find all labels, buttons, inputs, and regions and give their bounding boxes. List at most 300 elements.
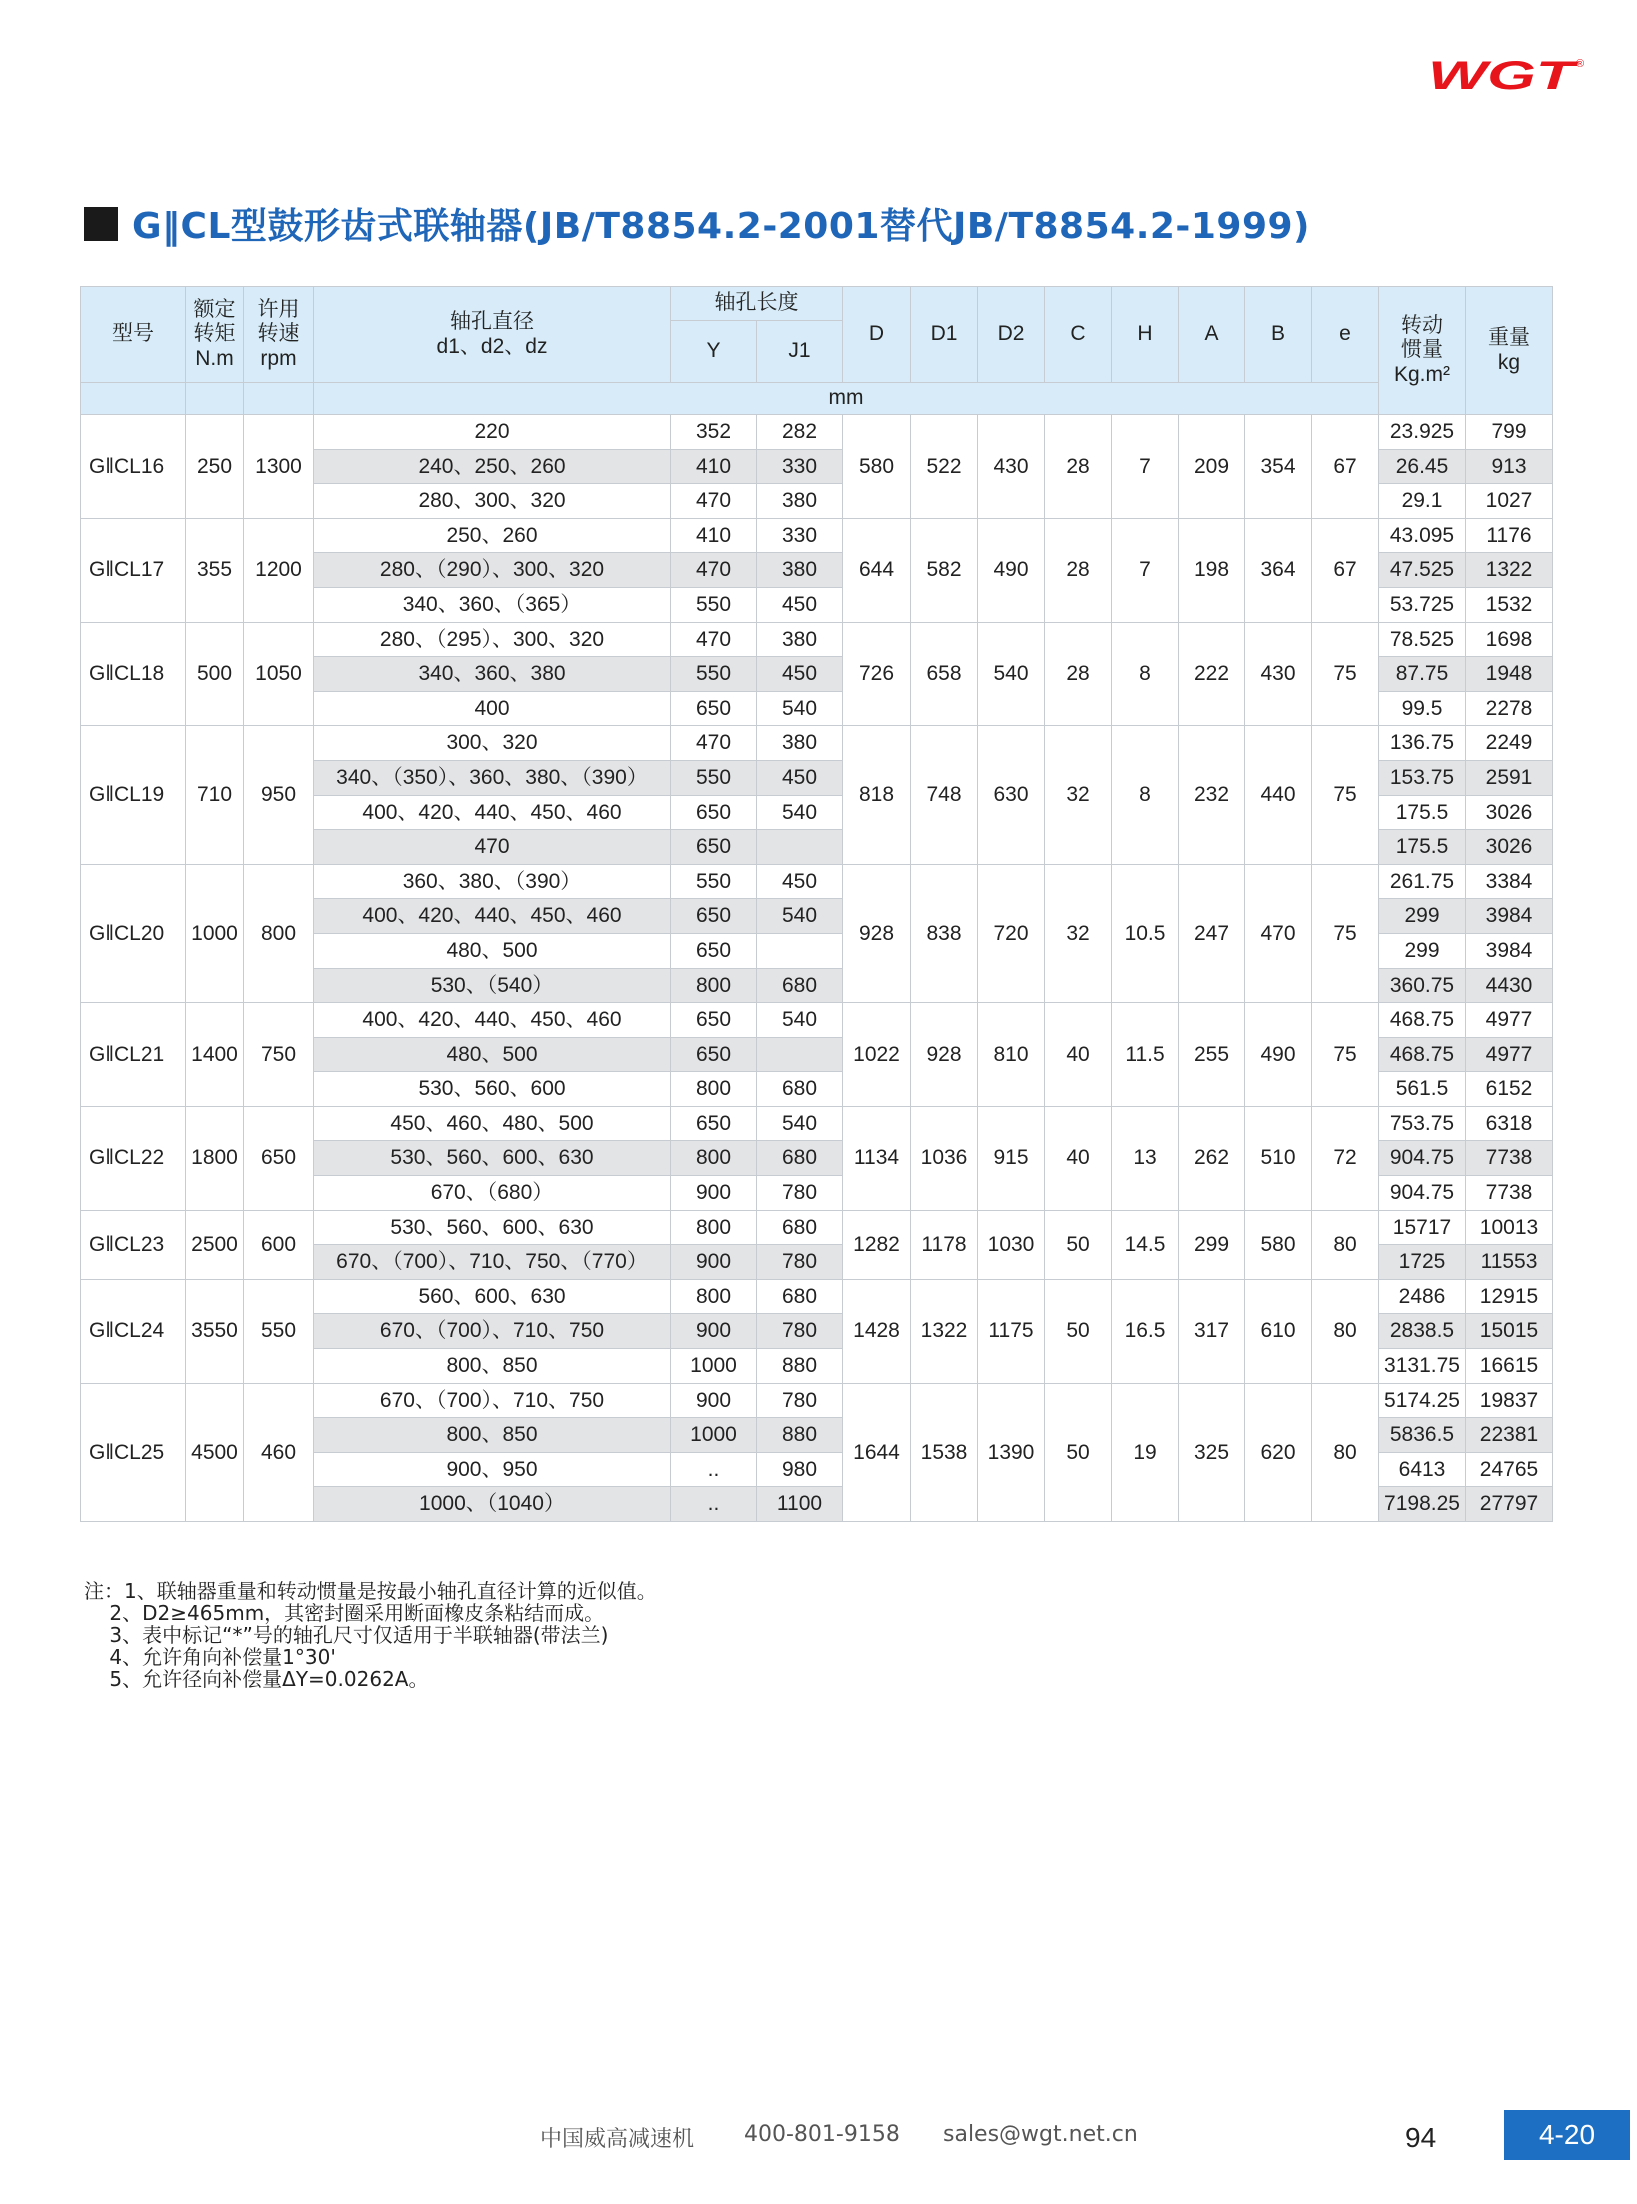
inertia-cell: 468.75 — [1379, 1037, 1466, 1072]
dim-a-cell: 222 — [1179, 622, 1245, 726]
dim-b-cell: 490 — [1245, 1003, 1312, 1107]
bore-cell: 1000、（1040） — [314, 1487, 671, 1522]
notes — [84, 1580, 657, 1690]
torque-cell: 4500 — [186, 1383, 244, 1521]
dim-c-cell: 32 — [1045, 726, 1112, 864]
bore-cell: 530、560、600、630 — [314, 1141, 671, 1176]
inertia-cell: 175.5 — [1379, 795, 1466, 830]
dim-h-cell: 16.5 — [1112, 1279, 1179, 1383]
bore-cell: 220 — [314, 415, 671, 450]
weight-cell: 2278 — [1466, 691, 1553, 726]
bore-cell: 250、260 — [314, 518, 671, 553]
inertia-cell: 360.75 — [1379, 968, 1466, 1003]
weight-cell: 12915 — [1466, 1279, 1553, 1314]
dim-d2-cell: 540 — [978, 622, 1045, 726]
inertia-cell: 904.75 — [1379, 1176, 1466, 1211]
dim-c-cell: 28 — [1045, 622, 1112, 726]
dim-e-cell: 67 — [1312, 518, 1379, 622]
header-unit-mm: mm — [314, 383, 1379, 415]
dim-c-cell: 50 — [1045, 1210, 1112, 1279]
dim-d-cell: 818 — [843, 726, 911, 864]
inertia-cell: 23.925 — [1379, 415, 1466, 450]
model-cell: G‖CL20 — [81, 864, 186, 1002]
model-cell: G‖CL22 — [81, 1106, 186, 1210]
weight-cell: 1176 — [1466, 518, 1553, 553]
note-line: 2、D2≥465mm，其密封圈采用断面橡皮条粘结而成。 — [84, 1601, 605, 1625]
inertia-cell: 53.725 — [1379, 587, 1466, 622]
speed-cell: 1300 — [244, 415, 314, 519]
dim-e-cell: 72 — [1312, 1106, 1379, 1210]
dim-d1-cell: 748 — [911, 726, 978, 864]
footer-phone: 400-801-9158 — [744, 2122, 900, 2147]
dim-h-cell: 14.5 — [1112, 1210, 1179, 1279]
j1-cell: 680 — [757, 968, 843, 1003]
j1-cell: 680 — [757, 1210, 843, 1245]
dim-b-cell: 440 — [1245, 726, 1312, 864]
j1-cell: 282 — [757, 415, 843, 450]
dim-a-cell: 232 — [1179, 726, 1245, 864]
note-line: 注：1、联轴器重量和转动惯量是按最小轴孔直径计算的近似值。 — [84, 1579, 657, 1603]
header-B: B — [1245, 287, 1312, 383]
dim-h-cell: 10.5 — [1112, 864, 1179, 1002]
dim-a-cell: 255 — [1179, 1003, 1245, 1107]
dim-d1-cell: 1036 — [911, 1106, 978, 1210]
title-text: G‖CL型鼓形齿式联轴器(JB/T8854.2-2001替代JB/T8854.2-1999) — [132, 206, 1311, 247]
speed-cell: 550 — [244, 1279, 314, 1383]
table-row — [81, 1003, 1553, 1038]
note-line: 4、允许角向补偿量1°30' — [84, 1645, 336, 1669]
inertia-cell: 2486 — [1379, 1279, 1466, 1314]
bore-cell: 360、380、（390） — [314, 864, 671, 899]
header-C: C — [1045, 287, 1112, 383]
table-row — [81, 1106, 1553, 1141]
weight-cell: 4977 — [1466, 1037, 1553, 1072]
y-cell: 800 — [671, 1210, 757, 1245]
torque-cell: 1800 — [186, 1106, 244, 1210]
model-cell: G‖CL21 — [81, 1003, 186, 1107]
dim-c-cell: 32 — [1045, 864, 1112, 1002]
y-cell: 800 — [671, 1279, 757, 1314]
weight-cell: 1698 — [1466, 622, 1553, 657]
bore-cell: 670、（700）、710、750 — [314, 1314, 671, 1349]
weight-cell: 15015 — [1466, 1314, 1553, 1349]
dim-b-cell: 470 — [1245, 864, 1312, 1002]
dim-a-cell: 262 — [1179, 1106, 1245, 1210]
dim-e-cell: 75 — [1312, 622, 1379, 726]
y-cell: 550 — [671, 657, 757, 692]
y-cell: 470 — [671, 484, 757, 519]
header-D: D — [843, 287, 911, 383]
dim-a-cell: 247 — [1179, 864, 1245, 1002]
bore-cell: 400、420、440、450、460 — [314, 899, 671, 934]
dim-d1-cell: 582 — [911, 518, 978, 622]
j1-cell: 330 — [757, 518, 843, 553]
header-e: e — [1312, 287, 1379, 383]
j1-cell — [757, 933, 843, 968]
j1-cell — [757, 1037, 843, 1072]
inertia-cell: 561.5 — [1379, 1072, 1466, 1107]
dim-c-cell: 50 — [1045, 1279, 1112, 1383]
weight-cell: 913 — [1466, 449, 1553, 484]
dim-d1-cell: 928 — [911, 1003, 978, 1107]
page-title — [84, 198, 1310, 249]
bore-cell: 900、950 — [314, 1452, 671, 1487]
header-model: 型号 — [81, 287, 186, 383]
bore-cell: 480、500 — [314, 1037, 671, 1072]
j1-cell — [757, 830, 843, 865]
inertia-cell: 7198.25 — [1379, 1487, 1466, 1522]
table-row — [81, 1383, 1553, 1418]
weight-cell: 7738 — [1466, 1141, 1553, 1176]
dim-d2-cell: 1175 — [978, 1279, 1045, 1383]
dim-h-cell: 13 — [1112, 1106, 1179, 1210]
inertia-cell: 29.1 — [1379, 484, 1466, 519]
weight-cell: 22381 — [1466, 1418, 1553, 1453]
inertia-cell: 904.75 — [1379, 1141, 1466, 1176]
dim-c-cell: 40 — [1045, 1003, 1112, 1107]
header-inertia: 转动 惯量 Kg.m² — [1379, 287, 1466, 415]
dim-h-cell: 11.5 — [1112, 1003, 1179, 1107]
weight-cell: 2591 — [1466, 760, 1553, 795]
dim-c-cell: 28 — [1045, 415, 1112, 519]
speed-cell: 600 — [244, 1210, 314, 1279]
j1-cell: 780 — [757, 1314, 843, 1349]
dim-h-cell: 8 — [1112, 726, 1179, 864]
header-bore: 轴孔直径 d1、d2、dz — [314, 287, 671, 383]
torque-cell: 1000 — [186, 864, 244, 1002]
bore-cell: 670、（680） — [314, 1176, 671, 1211]
dim-d2-cell: 1390 — [978, 1383, 1045, 1521]
weight-cell: 19837 — [1466, 1383, 1553, 1418]
logo-text: WGT — [1428, 55, 1580, 95]
bore-cell: 480、500 — [314, 933, 671, 968]
dim-c-cell: 40 — [1045, 1106, 1112, 1210]
dim-d2-cell: 810 — [978, 1003, 1045, 1107]
dim-d-cell: 1282 — [843, 1210, 911, 1279]
page-number: 94 — [1405, 2122, 1437, 2153]
bore-cell: 280、（295）、300、320 — [314, 622, 671, 657]
dim-e-cell: 80 — [1312, 1279, 1379, 1383]
table-body — [81, 415, 1553, 1522]
y-cell: 800 — [671, 1141, 757, 1176]
dim-h-cell: 19 — [1112, 1383, 1179, 1521]
header-blank — [244, 383, 314, 415]
bore-cell: 530、（540） — [314, 968, 671, 1003]
inertia-cell: 468.75 — [1379, 1003, 1466, 1038]
j1-cell: 880 — [757, 1418, 843, 1453]
model-cell: G‖CL23 — [81, 1210, 186, 1279]
dim-d1-cell: 1538 — [911, 1383, 978, 1521]
bore-cell: 450、460、480、500 — [314, 1106, 671, 1141]
j1-cell: 680 — [757, 1141, 843, 1176]
coupling-spec-table — [80, 286, 1553, 1522]
bore-cell: 340、360、380 — [314, 657, 671, 692]
dim-d2-cell: 430 — [978, 415, 1045, 519]
dim-d2-cell: 1030 — [978, 1210, 1045, 1279]
bore-cell: 300、320 — [314, 726, 671, 761]
y-cell: 900 — [671, 1383, 757, 1418]
model-cell: G‖CL17 — [81, 518, 186, 622]
bore-cell: 240、250、260 — [314, 449, 671, 484]
y-cell: 650 — [671, 691, 757, 726]
y-cell: 550 — [671, 587, 757, 622]
y-cell: 1000 — [671, 1418, 757, 1453]
weight-cell: 1948 — [1466, 657, 1553, 692]
weight-cell: 7738 — [1466, 1176, 1553, 1211]
model-cell: G‖CL19 — [81, 726, 186, 864]
speed-cell: 460 — [244, 1383, 314, 1521]
table-row — [81, 1210, 1553, 1245]
inertia-cell: 753.75 — [1379, 1106, 1466, 1141]
inertia-cell: 78.525 — [1379, 622, 1466, 657]
y-cell: 650 — [671, 933, 757, 968]
inertia-cell: 15717 — [1379, 1210, 1466, 1245]
weight-cell: 11553 — [1466, 1245, 1553, 1280]
y-cell: 410 — [671, 518, 757, 553]
dim-b-cell: 620 — [1245, 1383, 1312, 1521]
y-cell: 900 — [671, 1176, 757, 1211]
dim-d-cell: 580 — [843, 415, 911, 519]
weight-cell: 2249 — [1466, 726, 1553, 761]
j1-cell: 540 — [757, 1003, 843, 1038]
weight-cell: 3984 — [1466, 899, 1553, 934]
torque-cell: 710 — [186, 726, 244, 864]
table-row — [81, 864, 1553, 899]
inertia-cell: 5174.25 — [1379, 1383, 1466, 1418]
j1-cell: 450 — [757, 657, 843, 692]
weight-cell: 4430 — [1466, 968, 1553, 1003]
torque-cell: 3550 — [186, 1279, 244, 1383]
j1-cell: 880 — [757, 1349, 843, 1384]
weight-cell: 1322 — [1466, 553, 1553, 588]
model-cell: G‖CL25 — [81, 1383, 186, 1521]
dim-d1-cell: 838 — [911, 864, 978, 1002]
bore-cell: 800、850 — [314, 1349, 671, 1384]
dim-d-cell: 1428 — [843, 1279, 911, 1383]
dim-b-cell: 430 — [1245, 622, 1312, 726]
torque-cell: 1400 — [186, 1003, 244, 1107]
j1-cell: 540 — [757, 691, 843, 726]
j1-cell: 450 — [757, 760, 843, 795]
dim-e-cell: 80 — [1312, 1210, 1379, 1279]
y-cell: 550 — [671, 864, 757, 899]
inertia-cell: 87.75 — [1379, 657, 1466, 692]
table-row — [81, 726, 1553, 761]
dim-b-cell: 364 — [1245, 518, 1312, 622]
bore-cell: 670、（700）、710、750、（770） — [314, 1245, 671, 1280]
dim-d1-cell: 522 — [911, 415, 978, 519]
dim-d1-cell: 1322 — [911, 1279, 978, 1383]
dim-h-cell: 7 — [1112, 518, 1179, 622]
y-cell: 470 — [671, 726, 757, 761]
header-torque: 额定 转矩 N.m — [186, 287, 244, 383]
weight-cell: 10013 — [1466, 1210, 1553, 1245]
weight-cell: 3984 — [1466, 933, 1553, 968]
dim-d-cell: 726 — [843, 622, 911, 726]
note-line: 3、表中标记“*”号的轴孔尺寸仅适用于半联轴器(带法兰) — [84, 1623, 609, 1647]
bore-cell: 400、420、440、450、460 — [314, 1003, 671, 1038]
wgt-logo — [1428, 55, 1586, 95]
table-row — [81, 1279, 1553, 1314]
j1-cell: 680 — [757, 1072, 843, 1107]
dim-e-cell: 80 — [1312, 1383, 1379, 1521]
dim-e-cell: 75 — [1312, 1003, 1379, 1107]
dim-d-cell: 1022 — [843, 1003, 911, 1107]
inertia-cell: 2838.5 — [1379, 1314, 1466, 1349]
bore-cell: 530、560、600、630 — [314, 1210, 671, 1245]
dim-d-cell: 644 — [843, 518, 911, 622]
weight-cell: 3384 — [1466, 864, 1553, 899]
dim-d2-cell: 720 — [978, 864, 1045, 1002]
header-D2: D2 — [978, 287, 1045, 383]
weight-cell: 16615 — [1466, 1349, 1553, 1384]
inertia-cell: 1725 — [1379, 1245, 1466, 1280]
header-D1: D1 — [911, 287, 978, 383]
footer-email: sales@wgt.net.cn — [943, 2122, 1138, 2147]
bore-cell: 470 — [314, 830, 671, 865]
weight-cell: 6318 — [1466, 1106, 1553, 1141]
bore-cell: 400、420、440、450、460 — [314, 795, 671, 830]
header-blank — [81, 383, 186, 415]
note-line: 5、允许径向补偿量ΔY=0.0262A。 — [84, 1667, 429, 1691]
bore-cell: 560、600、630 — [314, 1279, 671, 1314]
j1-cell: 380 — [757, 553, 843, 588]
y-cell: 650 — [671, 830, 757, 865]
torque-cell: 2500 — [186, 1210, 244, 1279]
torque-cell: 355 — [186, 518, 244, 622]
dim-e-cell: 75 — [1312, 864, 1379, 1002]
speed-cell: 650 — [244, 1106, 314, 1210]
weight-cell: 3026 — [1466, 830, 1553, 865]
speed-cell: 800 — [244, 864, 314, 1002]
y-cell: 650 — [671, 795, 757, 830]
weight-cell: 6152 — [1466, 1072, 1553, 1107]
j1-cell: 540 — [757, 795, 843, 830]
dim-c-cell: 28 — [1045, 518, 1112, 622]
y-cell: 650 — [671, 899, 757, 934]
dim-a-cell: 299 — [1179, 1210, 1245, 1279]
bore-cell: 670、（700）、710、750 — [314, 1383, 671, 1418]
y-cell: 550 — [671, 760, 757, 795]
j1-cell: 780 — [757, 1245, 843, 1280]
registered-mark: ® — [1576, 58, 1585, 70]
title-square-icon — [84, 207, 118, 241]
inertia-cell: 175.5 — [1379, 830, 1466, 865]
bore-cell: 340、360、（365） — [314, 587, 671, 622]
dim-d2-cell: 490 — [978, 518, 1045, 622]
j1-cell: 980 — [757, 1452, 843, 1487]
bore-cell: 280、（290）、300、320 — [314, 553, 671, 588]
header-A: A — [1179, 287, 1245, 383]
model-cell: G‖CL24 — [81, 1279, 186, 1383]
dim-h-cell: 7 — [1112, 415, 1179, 519]
inertia-cell: 153.75 — [1379, 760, 1466, 795]
weight-cell: 799 — [1466, 415, 1553, 450]
inertia-cell: 43.095 — [1379, 518, 1466, 553]
inertia-cell: 299 — [1379, 899, 1466, 934]
dim-b-cell: 510 — [1245, 1106, 1312, 1210]
j1-cell: 380 — [757, 484, 843, 519]
header-hub-length: 轴孔长度 — [671, 287, 843, 321]
inertia-cell: 6413 — [1379, 1452, 1466, 1487]
y-cell: 470 — [671, 622, 757, 657]
speed-cell: 1050 — [244, 622, 314, 726]
dim-a-cell: 317 — [1179, 1279, 1245, 1383]
speed-cell: 1200 — [244, 518, 314, 622]
model-cell: G‖CL16 — [81, 415, 186, 519]
j1-cell: 780 — [757, 1176, 843, 1211]
dim-e-cell: 75 — [1312, 726, 1379, 864]
j1-cell: 540 — [757, 899, 843, 934]
y-cell: 410 — [671, 449, 757, 484]
section-number: 4-20 — [1504, 2110, 1630, 2160]
torque-cell: 500 — [186, 622, 244, 726]
header-speed: 许用 转速 rpm — [244, 287, 314, 383]
header-blank — [186, 383, 244, 415]
speed-cell: 950 — [244, 726, 314, 864]
dim-c-cell: 50 — [1045, 1383, 1112, 1521]
dim-a-cell: 209 — [1179, 415, 1245, 519]
table-row — [81, 518, 1553, 553]
table-row — [81, 622, 1553, 657]
weight-cell: 4977 — [1466, 1003, 1553, 1038]
table-row — [81, 415, 1553, 450]
y-cell: 900 — [671, 1245, 757, 1280]
bore-cell: 530、560、600 — [314, 1072, 671, 1107]
dim-d2-cell: 630 — [978, 726, 1045, 864]
y-cell: 800 — [671, 968, 757, 1003]
model-cell: G‖CL18 — [81, 622, 186, 726]
weight-cell: 1532 — [1466, 587, 1553, 622]
y-cell: 352 — [671, 415, 757, 450]
header-J1: J1 — [757, 321, 843, 383]
j1-cell: 1100 — [757, 1487, 843, 1522]
inertia-cell: 136.75 — [1379, 726, 1466, 761]
header-weight: 重量 kg — [1466, 287, 1553, 415]
inertia-cell: 47.525 — [1379, 553, 1466, 588]
y-cell: .. — [671, 1452, 757, 1487]
header-Y: Y — [671, 321, 757, 383]
dim-d-cell: 1134 — [843, 1106, 911, 1210]
dim-d1-cell: 1178 — [911, 1210, 978, 1279]
y-cell: .. — [671, 1487, 757, 1522]
inertia-cell: 5836.5 — [1379, 1418, 1466, 1453]
dim-d-cell: 928 — [843, 864, 911, 1002]
dim-e-cell: 67 — [1312, 415, 1379, 519]
j1-cell: 450 — [757, 587, 843, 622]
footer-company: 中国威高减速机 — [540, 2127, 695, 2152]
y-cell: 1000 — [671, 1349, 757, 1384]
bore-cell: 340、（350）、360、380、（390） — [314, 760, 671, 795]
inertia-cell: 299 — [1379, 933, 1466, 968]
j1-cell: 680 — [757, 1279, 843, 1314]
dim-d1-cell: 658 — [911, 622, 978, 726]
dim-b-cell: 610 — [1245, 1279, 1312, 1383]
page-footer — [0, 2110, 1637, 2160]
weight-cell: 1027 — [1466, 484, 1553, 519]
j1-cell: 380 — [757, 726, 843, 761]
weight-cell: 27797 — [1466, 1487, 1553, 1522]
j1-cell: 330 — [757, 449, 843, 484]
y-cell: 650 — [671, 1037, 757, 1072]
dim-b-cell: 580 — [1245, 1210, 1312, 1279]
y-cell: 650 — [671, 1003, 757, 1038]
bore-cell: 400 — [314, 691, 671, 726]
dim-h-cell: 8 — [1112, 622, 1179, 726]
inertia-cell: 261.75 — [1379, 864, 1466, 899]
y-cell: 900 — [671, 1314, 757, 1349]
weight-cell: 24765 — [1466, 1452, 1553, 1487]
